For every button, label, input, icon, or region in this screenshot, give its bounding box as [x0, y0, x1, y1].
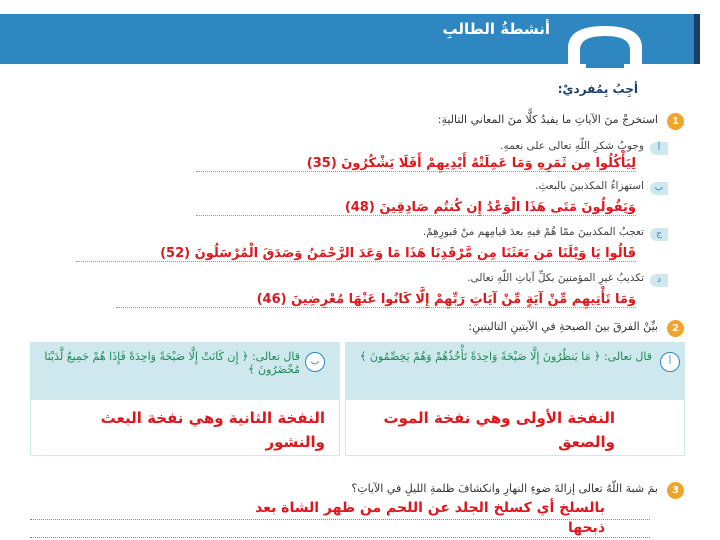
item-a-text: وجوبُ شكرِ اللّهِ تعالى على نعمهِ.: [500, 140, 644, 152]
item-c-text: تعجبُ المكذبينَ ممّا هُمْ فيهِ بعدَ قيامِهم منْ قبورِهِمْ.: [422, 226, 644, 238]
item-c-answer: قَالُوا يَا وَيْلَنَا مَن بَعَثَنَا مِن مَّرْقَدِنَا هَذَا مَا وَعَدَ الرَّحْمَنُ وَصَدَقَ الْمُرْسَلُونَ (52): [76, 246, 636, 262]
item-b-answer: وَيَقُولُونَ مَتَى هَذَا الْوَعْدُ إِن كُنتُم صَادِقِينَ (48): [196, 200, 636, 216]
question-3-answer: بالسلخ أي كسلخ الجلد عن اللحم من ظهر الشاة بعد ذبحها: [255, 500, 605, 536]
question-number-3: 3: [667, 482, 684, 499]
item-b-text: استهزاءُ المكذبينَ بالبعثِ.: [535, 180, 644, 192]
verse-b-answer: النفخة الثانية وهي نفخة البعث والنشور: [100, 409, 325, 451]
question-2-text: بيِّنْ الفرقَ بينَ الصيحةِ في الآيتينِ التاليتينِ:: [468, 320, 658, 333]
verse-badge-a: أ: [660, 352, 680, 372]
sub-badge-b: ب: [650, 182, 668, 195]
question-number-1: 1: [667, 113, 684, 130]
answer-line: [30, 518, 650, 520]
page-title: أنشطةُ الطالبِ: [442, 20, 550, 38]
verse-badge-b: ب: [305, 352, 325, 372]
arch-logo-icon: [560, 22, 650, 68]
section-title: أجِبُ بِمُفرديْ:: [557, 82, 638, 96]
question-3-text: بمَ شبهَ اللّهُ تعالى إزالةَ ضوءِ النهارِ وانكشافَ ظلمةِ الليلِ في الآياتِ؟: [351, 482, 658, 495]
item-d-text: تكذيبُ غيرِ المؤمنينَ بكلِّ آياتِ اللّهِ تعالى.: [467, 272, 644, 284]
header-edge: [694, 14, 700, 64]
verse-a-text: قال تعالى: ﴿ مَا يَنظُرُونَ إِلَّا صَيْحَةً وَاحِدَةً تَأْخُذُهُمْ وَهُمْ يَخِصِّمُونَ ﴾: [359, 350, 652, 363]
question-1-text: استخرجْ منَ الآياتِ ما يفيدُ كلًّا منَ المعاني التاليةِ:: [437, 113, 658, 126]
sub-badge-d: د: [650, 274, 668, 287]
question-number-2: 2: [667, 320, 684, 337]
answer-line: [30, 536, 650, 538]
item-d-answer: وَمَا تَأْتِيهِم مِّنْ آيَةٍ مِّنْ آيَاتِ رَبِّهِمْ إِلَّا كَانُوا عَنْهَا مُعْرِضِينَ (46): [116, 292, 636, 308]
sub-badge-a: أ: [650, 142, 668, 155]
sub-badge-c: ج: [650, 228, 668, 241]
verse-a-answer: النفخة الأولى وهي نفخة الموت والصعق: [383, 409, 615, 451]
verse-b-text: قال تعالى: ﴿ إِن كَانَتْ إِلَّا صَيْحَةً وَاحِدَةً فَإِذَا هُمْ جَمِيعٌ لَّدَيْنَا مُحْضَرُونَ ﴾: [44, 350, 300, 376]
item-a-answer: لِيَأْكُلُوا مِن ثَمَرِهِ وَمَا عَمِلَتْهُ أَيْدِيهِمْ أَفَلَا يَشْكُرُونَ (35): [196, 156, 636, 172]
